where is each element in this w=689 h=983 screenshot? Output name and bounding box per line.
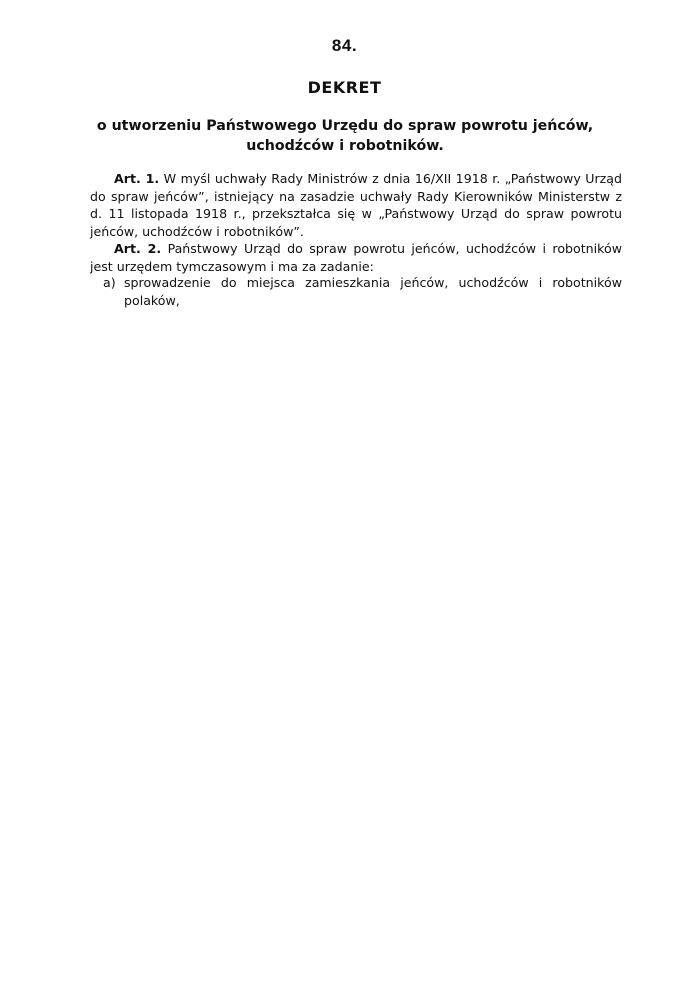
article-1-label: Art. 1. <box>114 171 160 186</box>
article-2-paragraph <box>90 240 622 275</box>
list-item-a <box>103 274 622 309</box>
article-1 <box>90 170 622 240</box>
document-title: DEKRET <box>307 78 382 97</box>
list-item-text: sprowadzenie do miejsca zamieszkania jeńców, uchodźców i robotników polaków, <box>124 275 622 308</box>
article-1-paragraph <box>90 170 622 240</box>
article-1-text: W myśl uchwały Rady Ministrów z dnia 16/XII 1918 r. „Państwowy Urząd do spraw jeńców”, istniejący na zasadzie uchwały Rady Kierowników Ministerstw z d. 11 listopada 1918 r., przekształca się w „Państwowy Urząd do spraw powrotu jeńców, uchodźców i robotników”. <box>90 171 622 239</box>
article-2-label: Art. 2. <box>114 241 162 256</box>
list-item-marker: a) <box>103 275 116 290</box>
document-subtitle: o utworzeniu Państwowego Urzędu do spraw powrotu jeńców, uchodźców i robotników. <box>96 118 594 154</box>
article-2 <box>90 240 622 275</box>
article-2-text: Państwowy Urząd do spraw powrotu jeńców, uchodźców i robotników jest urzędem tymczasowym i ma za zadanie: <box>90 241 622 274</box>
page-number: 84. <box>331 36 358 55</box>
